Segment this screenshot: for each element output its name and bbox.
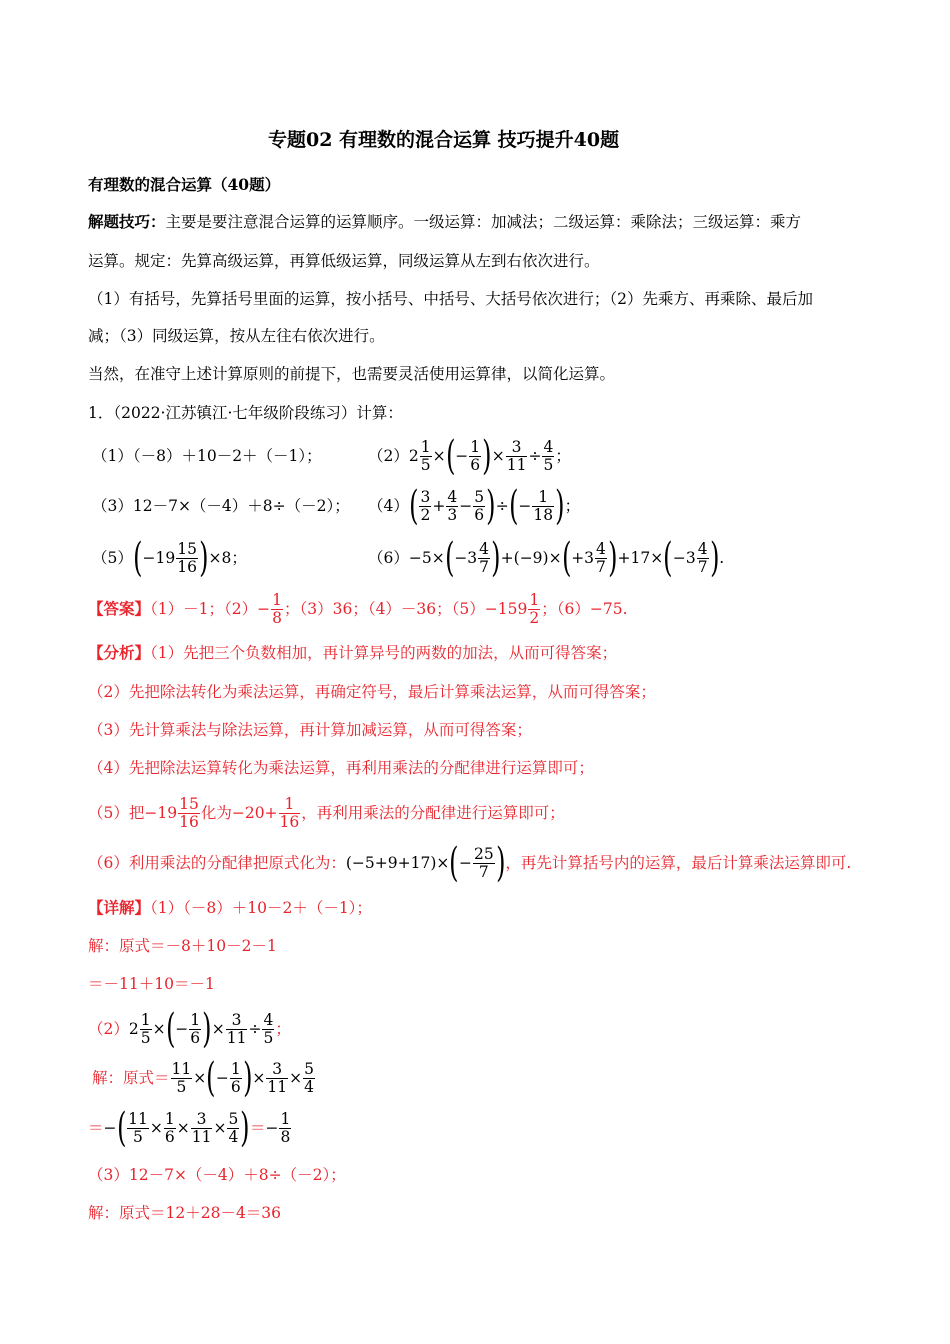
page-title: 专题02 有理数的混合运算 技巧提升40题 [268,129,620,151]
analysis-line-4: （4）先把除法运算转化为乘法运算，再利用乘法的分配律进行运算即可； [88,759,594,777]
q1-part-3: （3）12－7×（－4）＋8÷（－2）； [92,497,350,515]
detail-line-2: 解：原式＝－8＋10－2－1 [88,937,277,955]
answer-value-6: −75 [589,600,623,618]
answer-part-3: ；（3）36；（4）－36；（5） [283,600,485,618]
analysis-line-6: （6）利用乘法的分配律把原式化为：(−5+9+17)×(− $\frac{25}{7}$ )，再先计算括号内的运算，最后计算乘法运算即可. [88,840,852,886]
analysis-line-5: （5）把−19 $\frac{15}{16}$ 化为−20+ $\frac{1}{16}$ ，再利用乘法的分配律进行运算即可； [88,794,565,831]
tips-line-1 [88,212,801,232]
detail-line-1: 【详解】（1）（－8）＋10－2＋（－1）； [88,898,372,917]
analysis-label: 【分析】 [88,643,151,662]
detail-line-5: 解：原式＝ $\frac{11}{5}$ ×(− $\frac{1}{6}$ )× $\frac{3}{11}$ × $\frac{5}{4}$ [92,1055,314,1101]
q1-part-5: （5）(−19 $\frac{15}{16}$ )×8； [92,535,247,581]
detail-line-4: （2）2 $\frac{1}{5}$ ×(− $\frac{1}{6}$ )× $\frac{3}{11}$ ÷ $\frac{4}{5}$ ； [88,1006,291,1052]
q1-part-6: （6）−5×(−3 $\frac{4}{7}$ )+(−9)×(+3 $\frac{4}{7}$ )+17×(−3 $\frac{4}{7}$ ). [368,535,725,581]
tips-line-2: 运算。规定：先算高级运算，再算低级运算，同级运算从左到右依次进行。 [88,252,600,270]
detail-line-8: 解：原式＝12＋28－4＝36 [88,1204,282,1222]
tips-line-5: 当然，在准守上述计算原则的前提下，也需要灵活使用运算律，以简化运算。 [88,365,616,383]
tips-label: 解题技巧： [88,212,166,231]
tips-line-3: （1）有括号，先算括号里面的运算，按小括号、中括号、大括号依次进行；（2）先乘方、再乘除、最后加 [88,290,813,308]
detail-line-7: （3）12－7×（－4）＋8÷（－2）； [88,1166,346,1184]
answer-part-1: （1）－1；（2） [150,600,258,618]
q1-part-2: （2）2 $\frac{1}{5}$ ×(− $\frac{1}{6}$ )× $\frac{3}{11}$ ÷ $\frac{4}{5}$ ； [368,433,571,479]
analysis-line-2: （2）先把除法转化为乘法运算，再确定符号，最后计算乘法运算，从而可得答案； [88,683,656,701]
tips-line-4: 减；（3）同级运算，按从左往右依次进行。 [88,327,385,345]
analysis-line-1: 【分析】（1）先把三个负数相加，再计算异号的两数的加法，从而可得答案； [88,643,618,662]
section-heading: 有理数的混合运算（40题） [88,175,281,194]
answer-line: 【答案】（1）－1；（2）− $\frac{1}{8}$ ；（3）36；（4）－36；（5）−159 $\frac{1}{2}$ ；（6）−75. [88,590,628,627]
detail-label: 【详解】 [88,898,151,917]
answer-part-6: ；（6） [541,600,590,618]
analysis-line-3: （3）先计算乘法与除法运算，再计算加减运算，从而可得答案； [88,721,532,739]
detail-line-3: ＝－11＋10＝－1 [88,975,215,993]
answer-label: 【答案】 [88,599,151,618]
question-1-stem: 1．（2022·江苏镇江·七年级阶段练习）计算： [88,404,403,422]
q1-part-1: （1）（－8）＋10－2＋（－1）； [92,447,322,465]
detail-line-6: ＝−( $\frac{11}{5}$ × $\frac{1}{6}$ × $\frac{3}{11}$ × $\frac{5}{4}$ )＝− $\frac{1}{8}$ [88,1105,291,1151]
q1-part-4: （4）( $\frac{3}{2}$ + $\frac{4}{3}$ − $\frac{5}{6}$ )÷(− $\frac{1}{18}$ )； [368,483,581,529]
tips-text: 主要是要注意混合运算的运算顺序。一级运算：加减法；二级运算：乘除法；三级运算：乘方 [165,213,802,231]
